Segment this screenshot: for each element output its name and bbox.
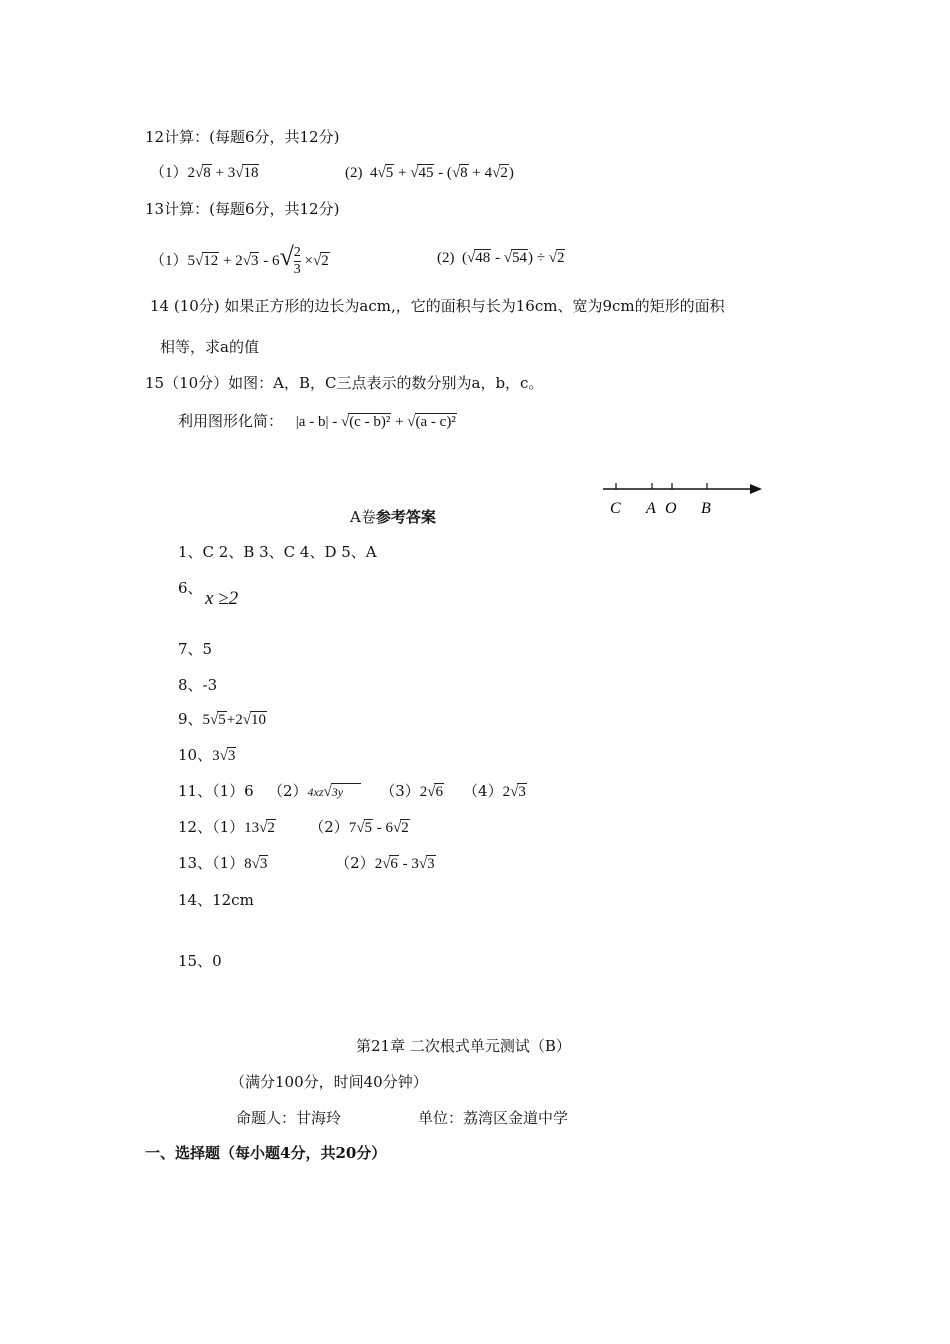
answers-title-prefix: A卷 [350,508,376,526]
label-c: C [610,500,621,517]
answer-10: 10、3√3 [178,746,236,764]
q14-line1: 14 (10分) 如果正方形的边长为acm,，它的面积与长为16cm、宽为9cm的矩形的面积 [150,297,725,315]
q13-p2-label: (2) [437,250,455,266]
chapter-title: 第21章 二次根式单元测试（B） [356,1037,571,1055]
q12-p2-label: (2) [345,165,363,181]
answer-11-p3: （3） [380,782,420,800]
q15-expression: |a - b| - √(c - b)² + √(a - c)² [295,414,456,430]
answer-13-p1: （1） [212,854,245,872]
answer-10-label: 10、 [178,746,213,764]
label-a: A [646,500,656,517]
answer-12-p1: （1） [212,818,245,836]
answer-11: 11、（1）6 （2）4xz√3y （3）2√6 （4）2√3 [178,782,526,800]
label-o: O [665,500,677,517]
answer-8: 8、-3 [178,676,218,694]
answers-title [350,507,436,527]
q12-p1-label: （1） [150,165,188,181]
answer-12-label: 12、 [178,818,213,836]
answer-6-expr: x ≥2 [205,588,239,609]
q14-line2: 相等，求a的值 [160,338,259,356]
number-line-arrow [750,484,762,494]
answer-14: 14、12cm [178,891,254,909]
answer-9: 9、5√5+2√10 [178,710,266,728]
q13-title: 13计算：(每题6分，共12分) [145,200,340,218]
answer-15: 15、0 [178,952,222,970]
q15-label: 利用图形化简： [178,412,284,430]
q13-part2: (2) (√48 - √54) ÷ √2 [437,250,565,266]
answers-1-5: 1、C 2、B 3、C 4、D 5、A [178,543,377,561]
q12-part1: （1）2√8 + 3√18 [150,165,259,181]
q12-part2: (2) 4√5 + √45 - (√8 + 4√2) [345,165,514,181]
answer-11-p2: （2） [268,782,308,800]
q15-line1: 15（10分）如图：A，B，C三点表示的数分别为a，b，c。 [145,374,544,392]
answers-title-bold: 参考答案 [375,508,436,526]
answer-7: 7、5 [178,640,213,658]
chapter-author: 命题人：甘海玲 [236,1109,342,1127]
q13-part1: （1）5√12 + 2√3 - 6√ $\frac{2}{3}$ ×√2 [150,242,329,278]
q15-line2 [178,411,457,432]
answer-12: 12、（1）13√2 （2）7√5 - 6√2 [178,818,409,836]
answer-11-label: 11、 [178,782,213,800]
section-1-title: 一、选择题（每小题4分，共20分） [145,1144,387,1162]
answer-12-p2: （2） [309,818,349,836]
answer-13-label: 13、 [178,854,213,872]
answer-13: 13、（1）8√3 （2）2√6 - 3√3 [178,854,435,872]
answer-11-p1: （1）6 [212,782,254,800]
label-b: B [701,500,711,517]
answer-6-label: 6、 [178,579,203,597]
q13-p1-label: （1） [150,253,188,269]
q12-title: 12计算：(每题6分，共12分) [145,128,340,146]
answer-13-p2: （2） [335,854,375,872]
chapter-unit: 单位：荔湾区金道中学 [418,1109,569,1127]
chapter-info: （满分100分，时间40分钟） [230,1073,428,1091]
answer-9-label: 9、 [178,710,203,728]
number-line-diagram [600,478,770,523]
answer-11-p4: （4） [463,782,503,800]
